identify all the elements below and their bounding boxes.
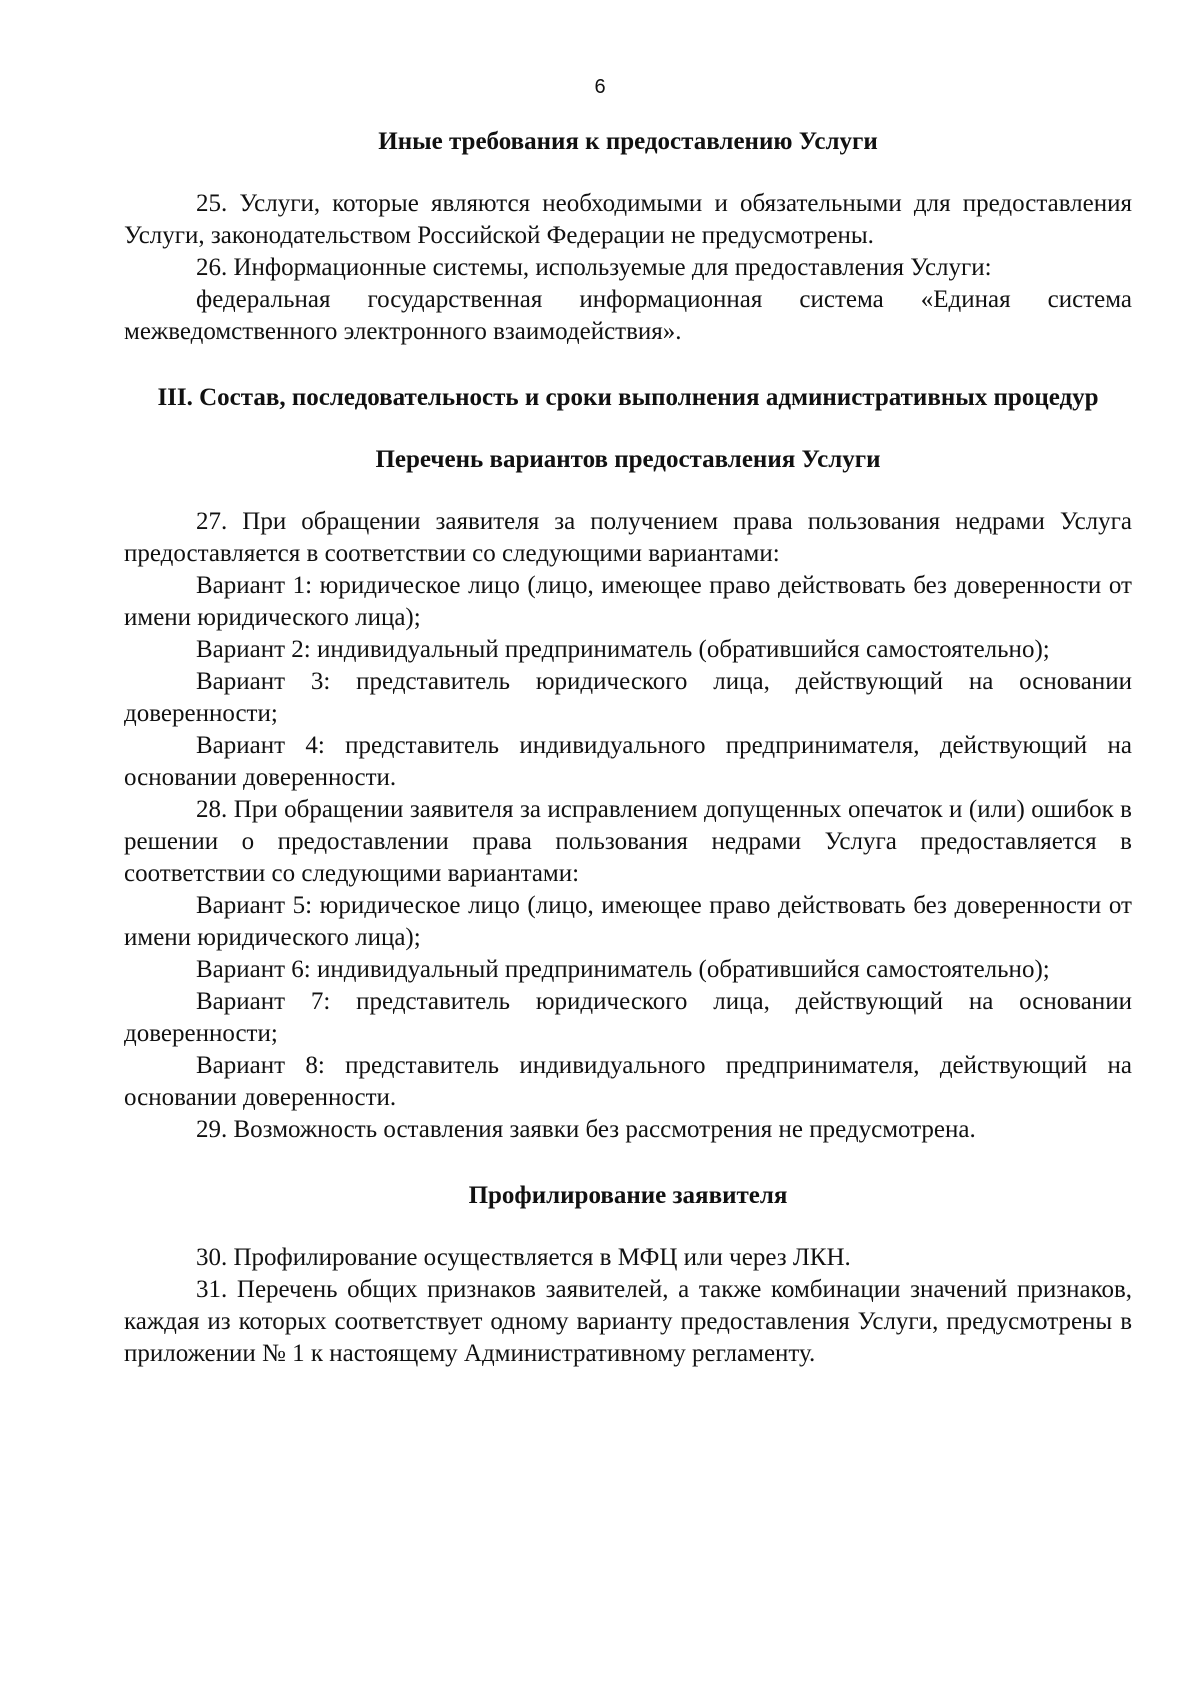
paragraph-28: 28. При обращении заявителя за исправлением допущенных опечаток и (или) ошибок в решении о предоставлении права пользования недрами Услуга предоставляется в соответствии со следующими вариантами:: [124, 796, 1132, 887]
variant-6: Вариант 6: индивидуальный предприниматель (обратившийся самостоятельно);: [196, 956, 1050, 983]
variant-3: Вариант 3: представитель юридического лица, действующий на основании доверенности;: [124, 668, 1132, 727]
heading-other-requirements: Иные требования к предоставлению Услуги: [378, 128, 878, 155]
paragraph-30: 30. Профилирование осуществляется в МФЦ или через ЛКН.: [196, 1244, 851, 1271]
variant-4: Вариант 4: представитель индивидуального предпринимателя, действующий на основании доверенности.: [124, 732, 1132, 791]
heading-variants-list: Перечень вариантов предоставления Услуги: [375, 446, 881, 473]
paragraph-31: 31. Перечень общих признаков заявителей, а также комбинации значений признаков, каждая из которых соответствует одному варианту предоставления Услуги, предусмотрены в приложении № 1 к настоящему Административному регламенту.: [124, 1276, 1132, 1367]
variant-5: Вариант 5: юридическое лицо (лицо, имеющее право действовать без доверенности от имени юридического лица);: [124, 892, 1132, 951]
paragraph-25: 25. Услуги, которые являются необходимыми и обязательными для предоставления Услуги, законодательством Российской Федерации не предусмотрены.: [124, 190, 1132, 249]
paragraph-26-item: федеральная государственная информационная система «Единая система межведомственного электронного взаимодействия».: [124, 286, 1132, 345]
variant-2: Вариант 2: индивидуальный предприниматель (обратившийся самостоятельно);: [196, 636, 1050, 663]
document-body: [124, 126, 1132, 1370]
variant-1: Вариант 1: юридическое лицо (лицо, имеющее право действовать без доверенности от имени юридического лица);: [124, 572, 1132, 631]
variant-7: Вариант 7: представитель юридического лица, действующий на основании доверенности;: [124, 988, 1132, 1047]
paragraph-27: 27. При обращении заявителя за получением права пользования недрами Услуга предоставляется в соответствии со следующими вариантами:: [124, 508, 1132, 567]
paragraph-29: 29. Возможность оставления заявки без рассмотрения не предусмотрена.: [196, 1116, 976, 1143]
page-number: 6: [594, 76, 606, 98]
heading-applicant-profiling: Профилирование заявителя: [468, 1182, 788, 1209]
variant-8: Вариант 8: представитель индивидуального предпринимателя, действующий на основании доверенности.: [124, 1052, 1132, 1111]
paragraph-26: 26. Информационные системы, используемые для предоставления Услуги:: [196, 254, 992, 281]
heading-section-iii: III. Состав, последовательность и сроки выполнения административных процедур: [157, 384, 1099, 411]
